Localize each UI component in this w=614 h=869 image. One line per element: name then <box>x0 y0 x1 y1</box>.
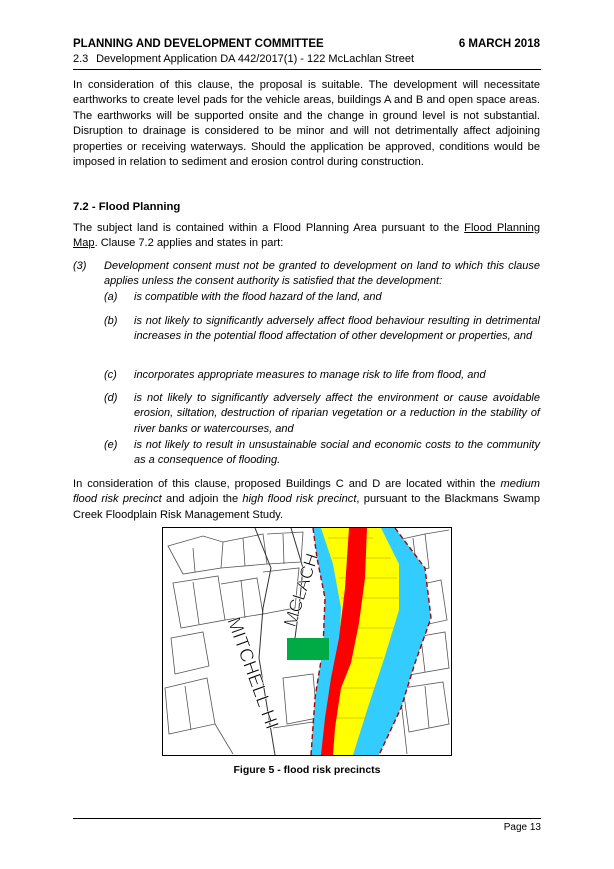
header-item-number: 2.3 <box>73 53 89 65</box>
paragraph-3-text: , pursuant to the Blackmans Swamp Creek Floodplain Risk Management Study. <box>73 493 541 521</box>
clause-item-text: is compatible with the flood hazard of the land, and <box>134 291 382 303</box>
clause-number: (3) <box>73 260 87 272</box>
footer-rule <box>73 818 541 819</box>
clause-item-label: (b) <box>104 315 118 327</box>
paragraph-2-text-end: . Clause 7.2 applies and states in part: <box>94 237 284 250</box>
header-date: 6 MARCH 2018 <box>458 38 540 50</box>
street-label-mitchell: MITCHELL HI <box>222 614 283 733</box>
high-flood-risk-term: high flood risk precinct <box>242 493 357 506</box>
medium-flood-risk-term: medium flood risk precinct <box>73 478 540 506</box>
street-label-mclachlan: MCLACH <box>279 550 323 630</box>
clause-item-text: is not likely to significantly adversely affect the environment or cause avoidable erosion, siltation, destruction of riparian vegetation or a reduction in the stability of river banks or watercourses, and <box>134 392 540 435</box>
subject-site <box>287 638 329 660</box>
header-committee: PLANNING AND DEVELOPMENT COMMITTEE <box>73 38 324 50</box>
clause-item-text: is not likely to significantly adversely affect flood behaviour resulting in detrimental increases in the potential flood affectation of other development or properties, and <box>134 315 540 343</box>
clause-item-text: incorporates appropriate measures to manage risk to life from flood, and <box>134 369 486 381</box>
clause-item-text: is not likely to result in unsustainable social and economic costs to the community as a consequence of flooding. <box>134 439 540 467</box>
flood-risk-map-graphic <box>163 528 451 755</box>
paragraph-3-text: In consideration of this clause, proposed Buildings C and D are located within the <box>73 478 501 490</box>
flood-planning-map-link[interactable]: Flood Planning Map <box>73 222 540 250</box>
page-number: Page 13 <box>503 822 541 833</box>
clause-item-label: (a) <box>104 291 118 303</box>
figure-caption: Figure 5 - flood risk precincts <box>233 764 381 776</box>
flood-risk-map <box>162 527 452 756</box>
header-item-title: Development Application DA 442/2017(1) - 122 McLachlan Street <box>96 53 415 65</box>
clause-item-label: (c) <box>104 369 117 381</box>
clause-item-label: (d) <box>104 392 118 404</box>
paragraph-flood-planning-area <box>73 221 540 252</box>
clause-text: Development consent must not be granted to development on land to which this clause applies unless the consent authority is satisfied that the development: <box>104 260 540 288</box>
header-item <box>73 53 414 65</box>
section-heading: 7.2 - Flood Planning <box>73 201 181 213</box>
paragraph-3-text: and adjoin the <box>161 493 243 506</box>
paragraph-flood-risk-precincts <box>73 477 540 523</box>
clause-item-label: (e) <box>104 439 118 451</box>
paragraph-earthworks: In consideration of this clause, the proposal is suitable. The development will necessitate earthworks to create level pads for the vehicle areas, buildings A and B and open space areas. The earthworks will be supported onsite and the change in ground level is not substantial. Disruption to drainage is considered to be minor and will not detrimentally affect adjoining properties or receiving waterways. Should the application be approved, conditions would be imposed in relation to sediment and erosion control during construction. <box>73 79 540 169</box>
paragraph-2-text-start: The subject land is contained within a Flood Planning Area pursuant to the <box>73 222 465 234</box>
header-rule <box>73 69 541 70</box>
